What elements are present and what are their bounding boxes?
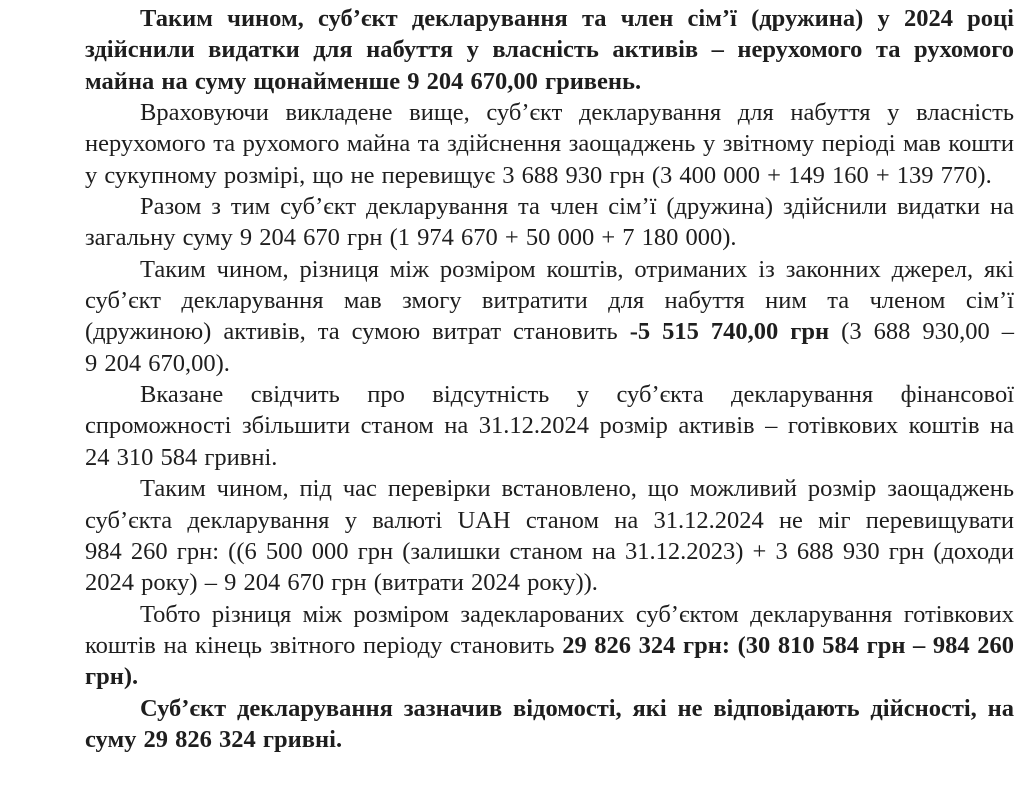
paragraph-text: Таким чином, суб’єкт декларування та член сім’ї (дружина) у 2024 році здійснили видатки для набуття у власність активів – нерухомого та рухомого майна на суму щонайменше 9 204 670,00 гривень. [85, 5, 1014, 95]
paragraph-text: Таким чином, під час перевірки встановлено, що можливий розмір заощаджень суб’єкта декларування у валюті UAH станом на 31.12.2024 не міг перевищувати 984 260 грн: ((6 500 000 грн (залишки станом на 31.12.2023) + 3 688 930 грн (доходи 2024 року) – 9 204 670 грн (витрати 2024 року)). [85, 475, 1014, 597]
paragraph-possible-savings [85, 473, 1014, 598]
paragraph-text: Суб’єкт декларування зазначив відомості, які не відповідають дійсності, на суму 29 826 324 гривні. [85, 694, 1014, 753]
paragraph-text: Вказане свідчить про відсутність у суб’єкта декларування фінансової спроможності збільшити станом на 31.12.2024 розмір активів – готівкових коштів на 24 310 584 гривні. [85, 381, 1014, 471]
paragraph-text: Тобто різниця між розміром задекларованих суб’єктом декларування готівкових коштів на кінець звітного періоду становить [85, 600, 1014, 659]
paragraph-false-information [85, 693, 1014, 756]
paragraph-text: Разом з тим суб’єкт декларування та член сім’ї (дружина) здійснили видатки на загальну суму 9 204 670 грн (1 974 670 + 50 000 + 7 180 000). [85, 193, 1014, 252]
paragraph-declared-cash-difference [85, 599, 1014, 693]
paragraph-text: (3 688 930,00 – 9 204 670,00). [85, 318, 1014, 377]
paragraph-available-funds [85, 97, 1014, 191]
paragraph-financial-capacity [85, 379, 1014, 473]
paragraph-difference-funds [85, 254, 1014, 379]
highlighted-amount: -5 515 740,00 грн [629, 318, 830, 346]
paragraph-conclusion-expenses [85, 3, 1014, 97]
paragraph-total-expenses [85, 191, 1014, 254]
paragraph-text: Враховуючи викладене вище, суб’єкт декларування для набуття у власність нерухомого та рухомого майна та здійснення заощаджень у звітному періоді мав кошти у сукупному розмірі, що не перевищує 3 688 930 грн (3 400 000 + 149 160 + 139 770). [85, 99, 1014, 189]
paragraph-text: Таким чином, різниця між розміром коштів, отриманих із законних джерел, які суб’єкт декларування мав змогу витратити для набуття ним та членом сім’ї (дружиною) активів, та сумою витрат становить [85, 255, 1014, 346]
highlighted-amount: 29 826 324 грн: (30 810 584 грн – 984 260 грн). [85, 631, 1014, 691]
